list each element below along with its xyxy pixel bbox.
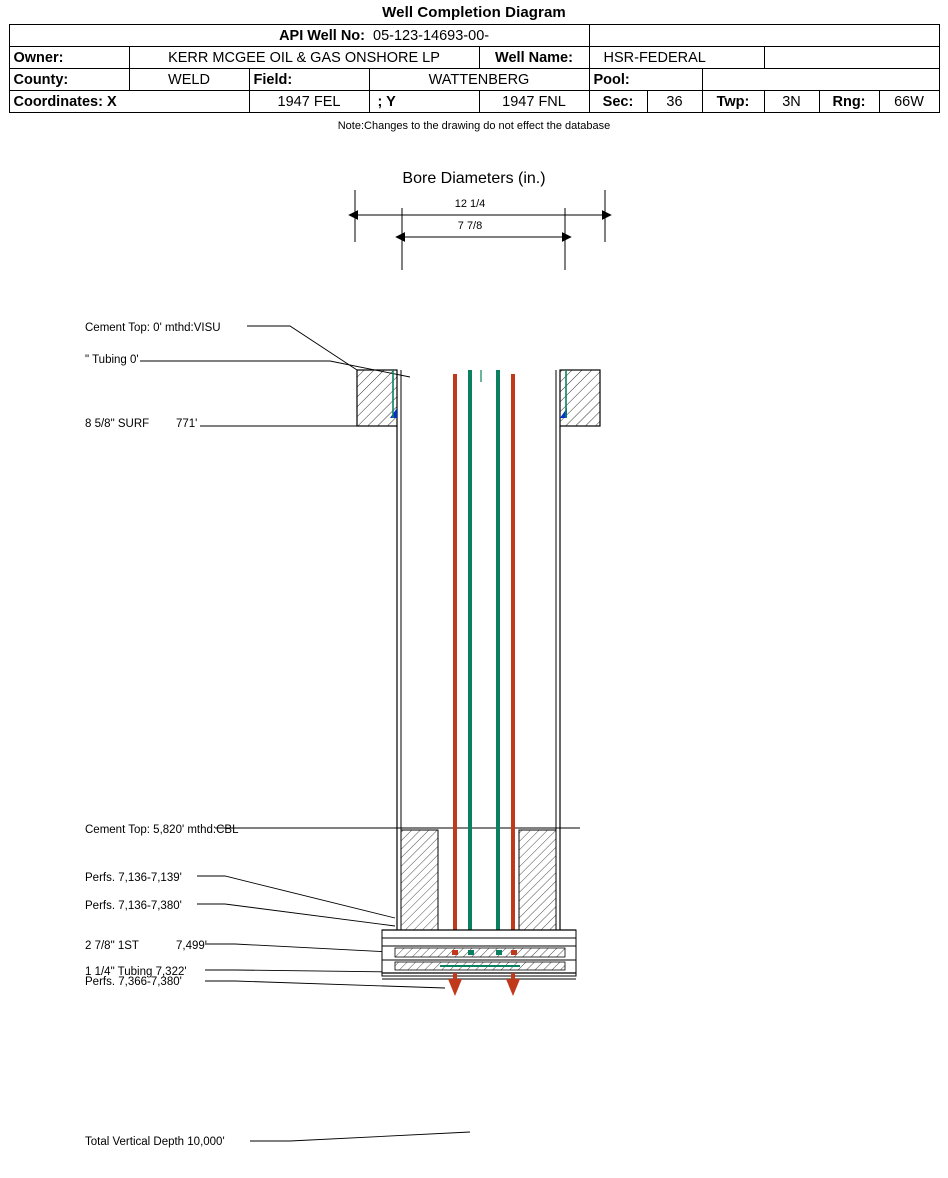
bore-dimension-outer (355, 190, 605, 242)
lower-cement-right (519, 830, 556, 930)
annotation-perfs-3: Perfs. 7,366-7,380' (85, 976, 182, 988)
database-note: Note:Changes to the drawing do not effect the database (337, 120, 611, 132)
owner-value: KERR MCGEE OIL & GAS ONSHORE LP (129, 47, 479, 69)
annotation-cement-top-2: Cement Top: 5,820' mthd:CBL (85, 824, 239, 836)
annotation-surf-casing-depth: 771' (176, 418, 198, 430)
coordinates-y-value: 1947 FNL (479, 91, 589, 113)
api-value: 05-123-14693-00- (369, 25, 589, 47)
table-row-coordinates (9, 91, 939, 113)
sec-value: 36 (647, 91, 702, 113)
completion-bottom-zone (382, 930, 576, 979)
twp-label: Twp: (702, 91, 764, 113)
well-completion-diagram (0, 130, 948, 1178)
pool-value (702, 69, 939, 91)
well-header-table (9, 24, 940, 113)
well-name-value: HSR-FEDERAL (589, 47, 764, 69)
table-row-api (9, 25, 939, 47)
coordinates-x-value: 1947 FEL (249, 91, 369, 113)
lower-cement-left (401, 830, 438, 930)
annotation-casing-1st-depth: 7,499' (176, 940, 207, 952)
table-row-county (9, 69, 939, 91)
bore-outer-diameter-label: 12 1/4 (454, 198, 486, 210)
bore-diameters-title: Bore Diameters (in.) (402, 170, 546, 187)
annotation-perfs-2: Perfs. 7,136-7,380' (85, 900, 182, 912)
rng-label: Rng: (819, 91, 879, 113)
bore-inner-diameter-label: 7 7/8 (457, 220, 483, 232)
field-value: WATTENBERG (369, 69, 589, 91)
coordinates-label: Coordinates: X (9, 91, 249, 113)
twp-value: 3N (764, 91, 819, 113)
api-label: API Well No: (249, 25, 369, 47)
sec-label: Sec: (589, 91, 647, 113)
rng-value: 66W (879, 91, 939, 113)
county-label: County: (9, 69, 129, 91)
annotation-total-vertical-depth: Total Vertical Depth 10,000' (85, 1136, 225, 1148)
wellbore-schematic (0, 130, 948, 1178)
annotation-tubing-small: 1 1/4" Tubing 7,322' (85, 966, 187, 978)
pool-label: Pool: (589, 69, 702, 91)
owner-label: Owner: (9, 47, 129, 69)
well-name-label: Well Name: (479, 47, 589, 69)
annotation-tubing-0: " Tubing 0' (85, 354, 139, 366)
annotation-casing-1st: 2 7/8" 1ST (85, 940, 139, 952)
coordinates-y-label: ; Y (369, 91, 479, 113)
annotation-surf-casing: 8 5/8" SURF (85, 418, 150, 430)
annotation-perfs-1: Perfs. 7,136-7,139' (85, 872, 182, 884)
county-value: WELD (129, 69, 249, 91)
table-row-owner (9, 47, 939, 69)
annotation-cement-top-1: Cement Top: 0' mthd:VISU (85, 322, 221, 334)
page-title: Well Completion Diagram (382, 4, 566, 21)
bore-dimension-inner (402, 208, 565, 270)
field-label: Field: (249, 69, 369, 91)
